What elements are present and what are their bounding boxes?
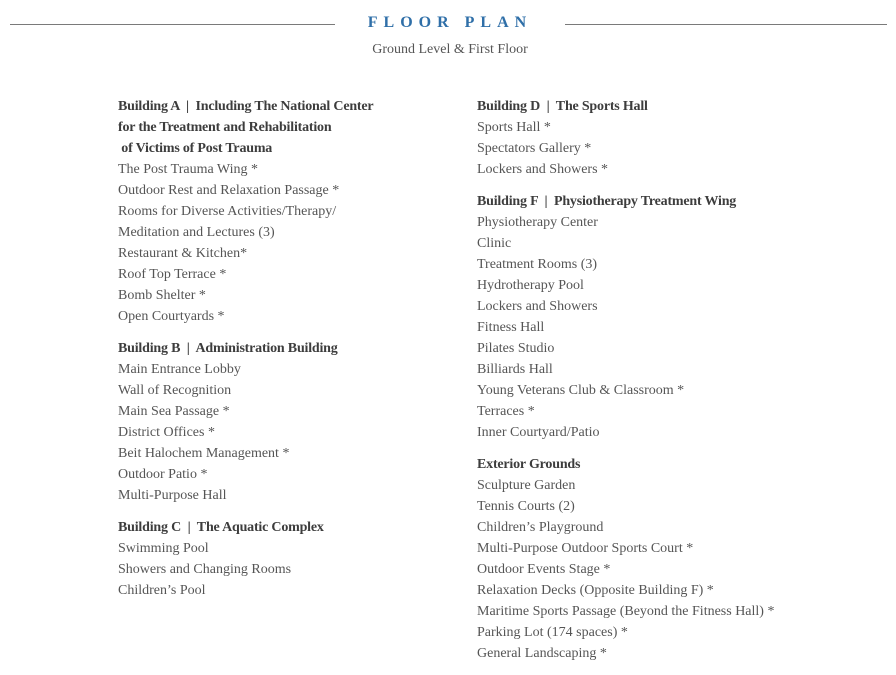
section-heading-line: Building B | Administration Building	[118, 341, 338, 356]
facility-item: Fitness Hall	[477, 320, 545, 335]
header-rule-right	[565, 24, 887, 25]
facility-item: Open Courtyards *	[118, 309, 225, 324]
facility-item: Terraces *	[477, 404, 535, 419]
page-subtitle: Ground Level & First Floor	[372, 42, 528, 57]
facility-item: Beit Halochem Management *	[118, 446, 290, 461]
facility-item: Children’s Playground	[477, 520, 604, 535]
section-heading	[118, 517, 448, 538]
section-heading-line: Exterior Grounds	[477, 457, 581, 472]
facility-item: Sculpture Garden	[477, 478, 576, 493]
facility-item: Relaxation Decks (Opposite Building F) *	[477, 583, 714, 598]
section-heading-line: of Victims of Post Trauma	[118, 141, 273, 156]
facility-item: Physiotherapy Center	[477, 215, 598, 230]
section-heading-line: Building D | The Sports Hall	[477, 99, 648, 114]
section-heading	[118, 96, 448, 159]
section-heading	[477, 96, 817, 117]
section-heading-line: Building F | Physiotherapy Treatment Wing	[477, 194, 737, 209]
facility-item: Main Sea Passage *	[118, 404, 230, 419]
facility-item: Outdoor Rest and Relaxation Passage *	[118, 183, 340, 198]
facility-item: Multi-Purpose Outdoor Sports Court *	[477, 541, 694, 556]
facility-item: Meditation and Lectures (3)	[118, 225, 275, 240]
facility-item: Sports Hall *	[477, 120, 551, 135]
right-column	[477, 96, 817, 675]
facility-item: Lockers and Showers	[477, 299, 598, 314]
facility-item: Maritime Sports Passage (Beyond the Fitness Hall) *	[477, 604, 775, 619]
facility-list	[118, 538, 448, 601]
section-heading-line: Building C | The Aquatic Complex	[118, 520, 324, 535]
section-building-a	[118, 96, 448, 327]
facility-item: Tennis Courts (2)	[477, 499, 575, 514]
facility-item: Clinic	[477, 236, 512, 251]
section-heading	[477, 454, 817, 475]
facility-item: District Offices *	[118, 425, 215, 440]
section-heading	[118, 338, 448, 359]
facility-item: Restaurant & Kitchen*	[118, 246, 248, 261]
section-building-d	[477, 96, 817, 180]
facility-item: Roof Top Terrace *	[118, 267, 227, 282]
facility-item: Young Veterans Club & Classroom *	[477, 383, 685, 398]
facility-list	[477, 117, 817, 180]
facility-item: Multi-Purpose Hall	[118, 488, 227, 503]
section-heading-line: Building A | Including The National Center	[118, 99, 374, 114]
facility-item: Lockers and Showers *	[477, 162, 609, 177]
facility-list	[477, 475, 817, 664]
header-rule-left	[10, 24, 335, 25]
section-heading	[477, 191, 817, 212]
facility-item: Billiards Hall	[477, 362, 553, 377]
facility-list	[477, 212, 817, 443]
facility-item: Swimming Pool	[118, 541, 209, 556]
facility-item: Children’s Pool	[118, 583, 206, 598]
facility-item: Treatment Rooms (3)	[477, 257, 598, 272]
facility-item: Spectators Gallery *	[477, 141, 592, 156]
facility-list	[118, 359, 448, 506]
section-building-c	[118, 517, 448, 601]
page-title: FLOOR PLAN	[367, 14, 533, 31]
left-column	[118, 96, 448, 612]
facility-item: Pilates Studio	[477, 341, 555, 356]
section-exterior-grounds	[477, 454, 817, 664]
facility-item: Main Entrance Lobby	[118, 362, 241, 377]
section-heading-line: for the Treatment and Rehabilitation	[118, 120, 332, 135]
facility-item: Parking Lot (174 spaces) *	[477, 625, 628, 640]
facility-item: Hydrotherapy Pool	[477, 278, 584, 293]
facility-item: Showers and Changing Rooms	[118, 562, 292, 577]
section-building-f	[477, 191, 817, 443]
facility-item: General Landscaping *	[477, 646, 607, 661]
facility-item: Outdoor Events Stage *	[477, 562, 611, 577]
facility-item: Rooms for Diverse Activities/Therapy/	[118, 204, 337, 219]
facility-item: Outdoor Patio *	[118, 467, 208, 482]
facility-item: Wall of Recognition	[118, 383, 232, 398]
facility-list	[118, 159, 448, 327]
facility-item: Inner Courtyard/Patio	[477, 425, 600, 440]
facility-item: Bomb Shelter *	[118, 288, 206, 303]
facility-item: The Post Trauma Wing *	[118, 162, 258, 177]
section-building-b	[118, 338, 448, 506]
